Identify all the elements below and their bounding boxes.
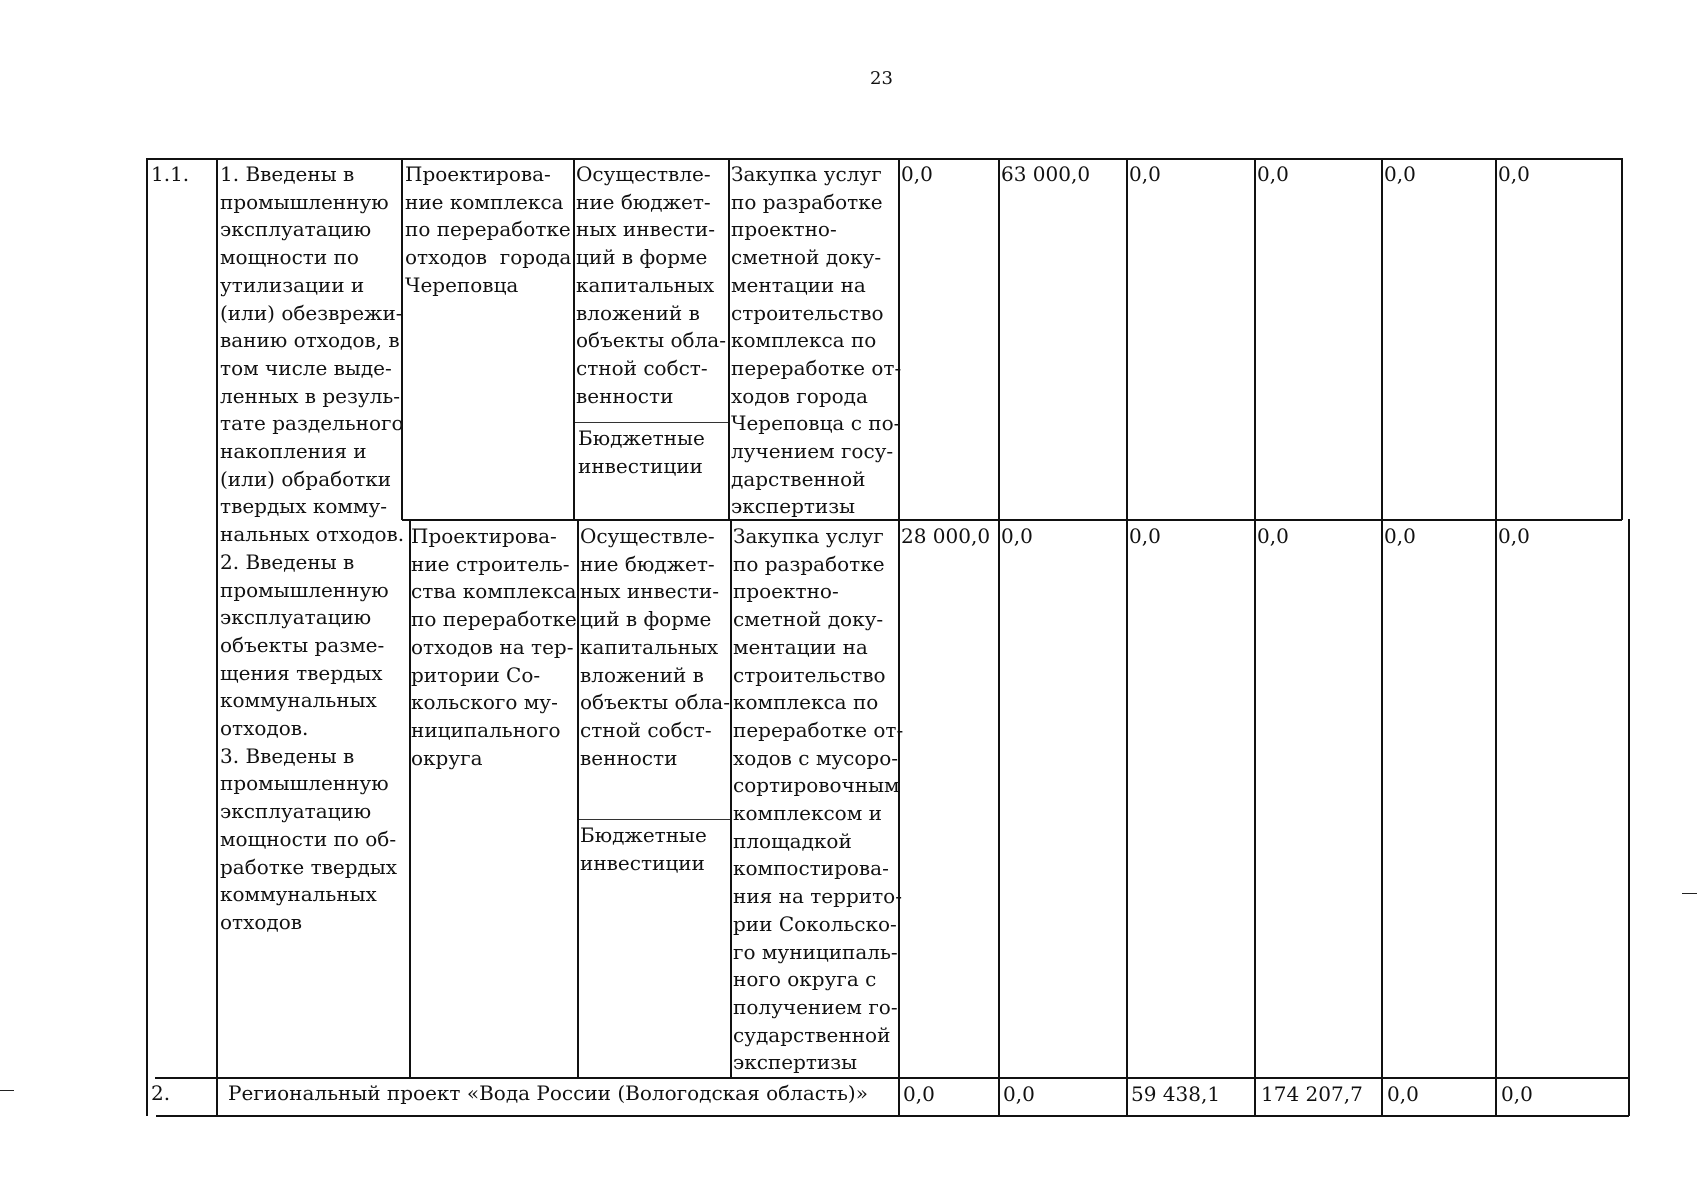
amount-cell: 0,0 xyxy=(1498,524,1530,548)
amount-cell: 0,0 xyxy=(1501,1082,1533,1106)
funding-direction-cell: Осуществле- ние бюджет- ных инвести- ций в форме капитальных вложений в объекты обла- стной собст- венности xyxy=(580,524,730,770)
col-border xyxy=(146,158,148,1116)
table-right-border xyxy=(1621,158,1623,520)
amount-cell: 0,0 xyxy=(903,1082,935,1106)
funding-direction-cell: Осуществле- ние бюджет- ных инвести- ций в форме капитальных вложений в объекты обла- стной собст- венности xyxy=(576,162,726,408)
amount-cell: 0,0 xyxy=(1257,162,1289,186)
amount-cell: 0,0 xyxy=(1129,524,1161,548)
amount-cell: 59 438,1 xyxy=(1131,1082,1221,1106)
table-bottom-border xyxy=(156,1115,1629,1117)
amount-cell: 0,0 xyxy=(1003,1082,1035,1106)
cell-divider xyxy=(578,819,732,820)
purchase-description-cell: Закупка услуг по разработке проектно- сметной доку- ментации на строительство комплекса по переработке от- ходов города Череповца с по- лучением госу- дарственной экспертизы xyxy=(731,162,902,519)
expected-result-cell: 1. Введены в промышленную эксплуатацию мощности по утилизации и (или) обезврежи- ванию отходов, в том числе выде- ленных в резуль- тате раздельного накопления и (или) обработки твердых комму- нальных отходов. 2. Введены в промышленную эксплуатацию объекты разме- щения твердых коммунальных отходов. 3. Введены в промышленную эксплуатацию мощности по об- работке твердых коммунальных отходов xyxy=(220,162,405,934)
col-border xyxy=(1126,158,1128,1116)
amount-cell: 174 207,7 xyxy=(1261,1082,1363,1106)
amount-cell: 28 000,0 xyxy=(901,524,991,548)
row-divider xyxy=(155,1077,1629,1079)
object-name-cell: Проектирова- ние комплекса по переработке отходов города Череповца xyxy=(405,162,572,297)
scan-mark xyxy=(1682,893,1697,894)
object-name-cell: Проектирова- ние строитель- ства комплекса по переработке отходов на тер- ритории Со- кольского му- ниципального округа xyxy=(411,524,577,770)
row-index: 2. xyxy=(151,1081,171,1105)
amount-cell: 0,0 xyxy=(1001,524,1033,548)
table-right-border xyxy=(1628,519,1630,1116)
amount-cell: 0,0 xyxy=(1257,524,1289,548)
row-divider xyxy=(402,519,1622,521)
col-border xyxy=(1381,158,1383,1116)
expense-type-cell: Бюджетные инвестиции xyxy=(578,426,705,478)
cell-divider xyxy=(574,422,730,423)
amount-cell: 0,0 xyxy=(1384,162,1416,186)
amount-cell: 0,0 xyxy=(1387,1082,1419,1106)
regional-project-title: Региональный проект «Вода России (Вологодская область)» xyxy=(228,1081,868,1105)
col-border xyxy=(1254,158,1256,1116)
amount-cell: 0,0 xyxy=(1498,162,1530,186)
amount-cell: 63 000,0 xyxy=(1001,162,1091,186)
amount-cell: 0,0 xyxy=(1384,524,1416,548)
col-border xyxy=(573,158,575,520)
expense-type-cell: Бюджетные инвестиции xyxy=(580,823,707,875)
amount-cell: 0,0 xyxy=(901,162,933,186)
purchase-description-cell: Закупка услуг по разработке проектно- сметной доку- ментации на строительство комплекса по переработке от- ходов с мусоро- сортировочным комплексом и площадкой компостирова- ния на террито- рии Сокольско- го муниципаль- ного округа с получением го- сударственной экспертизы xyxy=(733,524,904,1075)
table-top-border xyxy=(147,158,1622,160)
col-border xyxy=(216,158,218,1116)
page-number: 23 xyxy=(870,68,893,89)
scan-mark xyxy=(0,1090,14,1091)
col-border xyxy=(577,519,579,1077)
amount-cell: 0,0 xyxy=(1129,162,1161,186)
col-border xyxy=(730,519,732,1077)
col-border xyxy=(728,158,730,520)
row-index: 1.1. xyxy=(151,162,190,186)
col-border xyxy=(998,158,1000,1116)
col-border xyxy=(1495,158,1497,1116)
